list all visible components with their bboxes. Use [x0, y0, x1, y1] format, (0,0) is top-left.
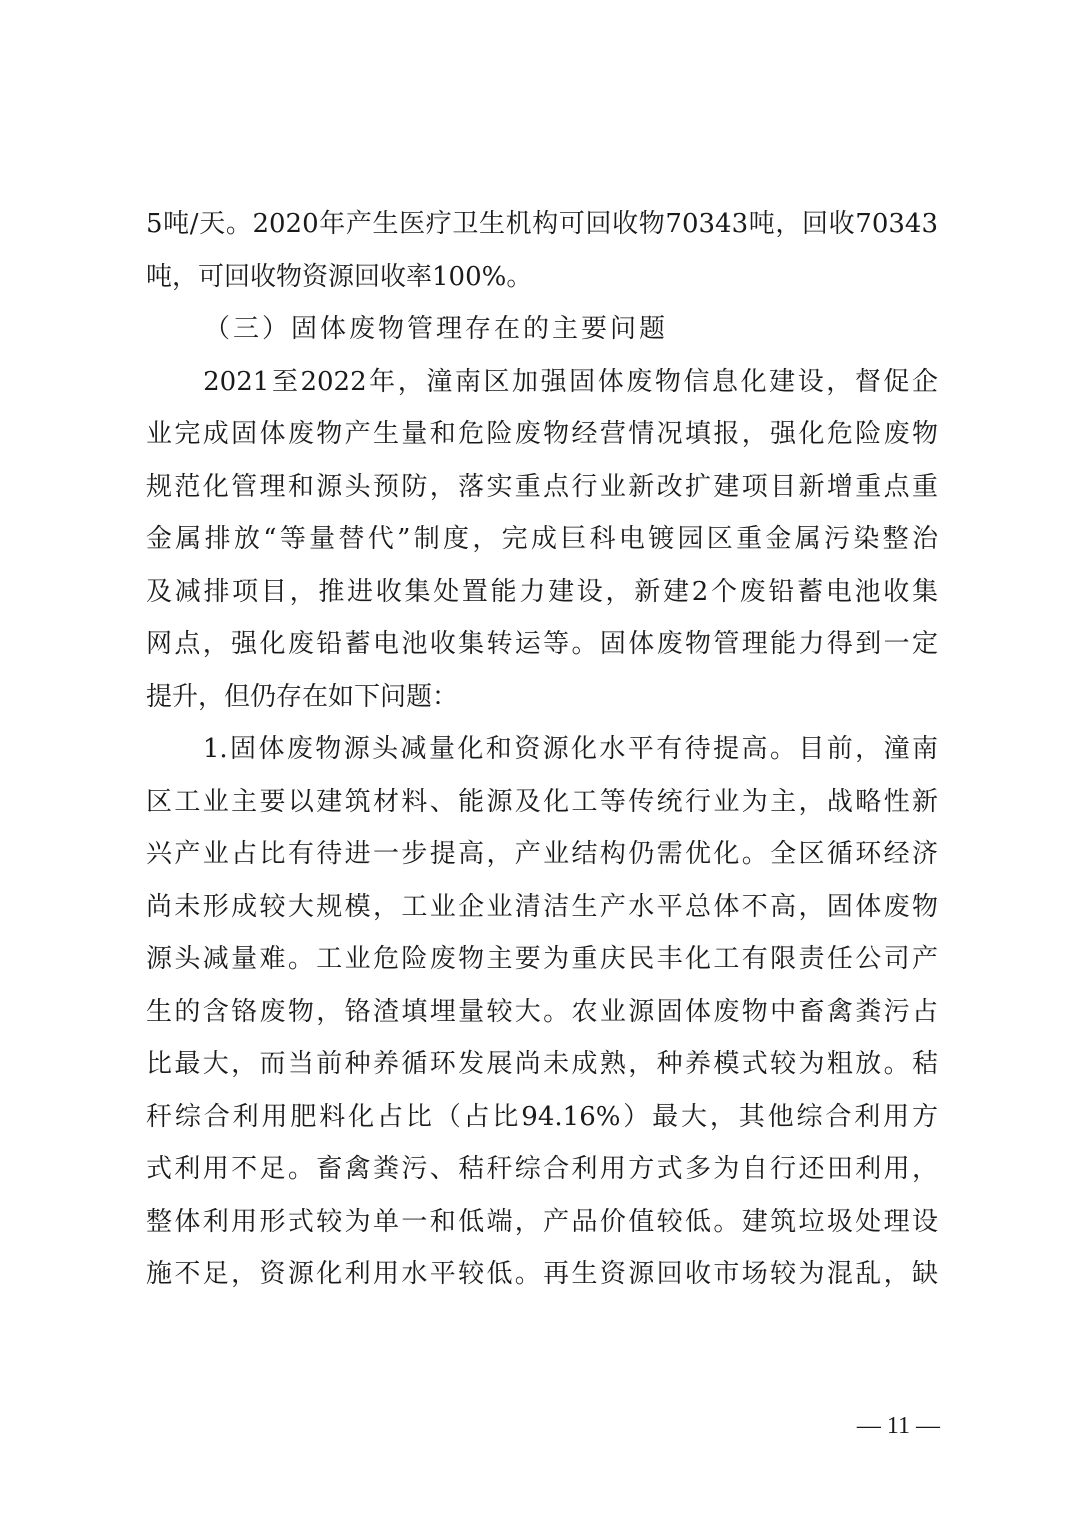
text-line: 1.固体废物源头减量化和资源化水平有待提高。目前，潼南 — [146, 734, 938, 764]
text-line: 提升，但仍存在如下问题： — [146, 681, 459, 712]
text-line: 施不足，资源化利用水平较低。再生资源回收市场较为混乱，缺 — [146, 1259, 938, 1289]
text-line: 5吨/天。2020年产生医疗卫生机构可回收物70343吨，回收70343 — [146, 209, 938, 239]
page-number: — 11 — — [856, 1413, 940, 1439]
text-line: 规范化管理和源头预防，落实重点行业新改扩建项目新增重点重 — [146, 471, 938, 502]
text-line: 整体利用形式较为单一和低端，产品价值较低。建筑垃圾处理设 — [146, 1206, 938, 1237]
text-line: 生的含铬废物，铬渣填埋量较大。农业源固体废物中畜禽粪污占 — [146, 996, 938, 1027]
text-line: 式利用不足。畜禽粪污、秸秆综合利用方式多为自行还田利用， — [146, 1154, 938, 1184]
text-line: 尚未形成较大规模，工业企业清洁生产水平总体不高，固体废物 — [146, 891, 938, 922]
text-line: 区工业主要以建筑材料、能源及化工等传统行业为主，战略性新 — [146, 786, 938, 817]
text-line: 吨，可回收物资源回收率100%。 — [146, 261, 533, 292]
text-line: 金属排放“等量替代”制度，完成巨科电镀园区重金属污染整治 — [146, 524, 938, 554]
text-line: 兴产业占比有待进一步提高，产业结构仍需优化。全区循环经济 — [146, 839, 938, 869]
text-line: 比最大，而当前种养循环发展尚未成熟，种养模式较为粗放。秸 — [146, 1049, 938, 1079]
text-line: 网点，强化废铅蓄电池收集转运等。固体废物管理能力得到一定 — [146, 629, 938, 659]
text-line: 源头减量难。工业危险废物主要为重庆民丰化工有限责任公司产 — [146, 944, 938, 974]
text-line: 业完成固体废物产生量和危险废物经营情况填报，强化危险废物 — [146, 419, 938, 449]
text-line: 及减排项目，推进收集处置能力建设，新建2个废铅蓄电池收集 — [146, 576, 938, 607]
section-heading: （三）固体废物管理存在的主要问题 — [204, 314, 669, 344]
text-line: 秆综合利用肥料化占比（占比94.16%）最大，其他综合利用方 — [146, 1101, 938, 1132]
text-line: 2021至2022年，潼南区加强固体废物信息化建设，督促企 — [146, 366, 938, 397]
